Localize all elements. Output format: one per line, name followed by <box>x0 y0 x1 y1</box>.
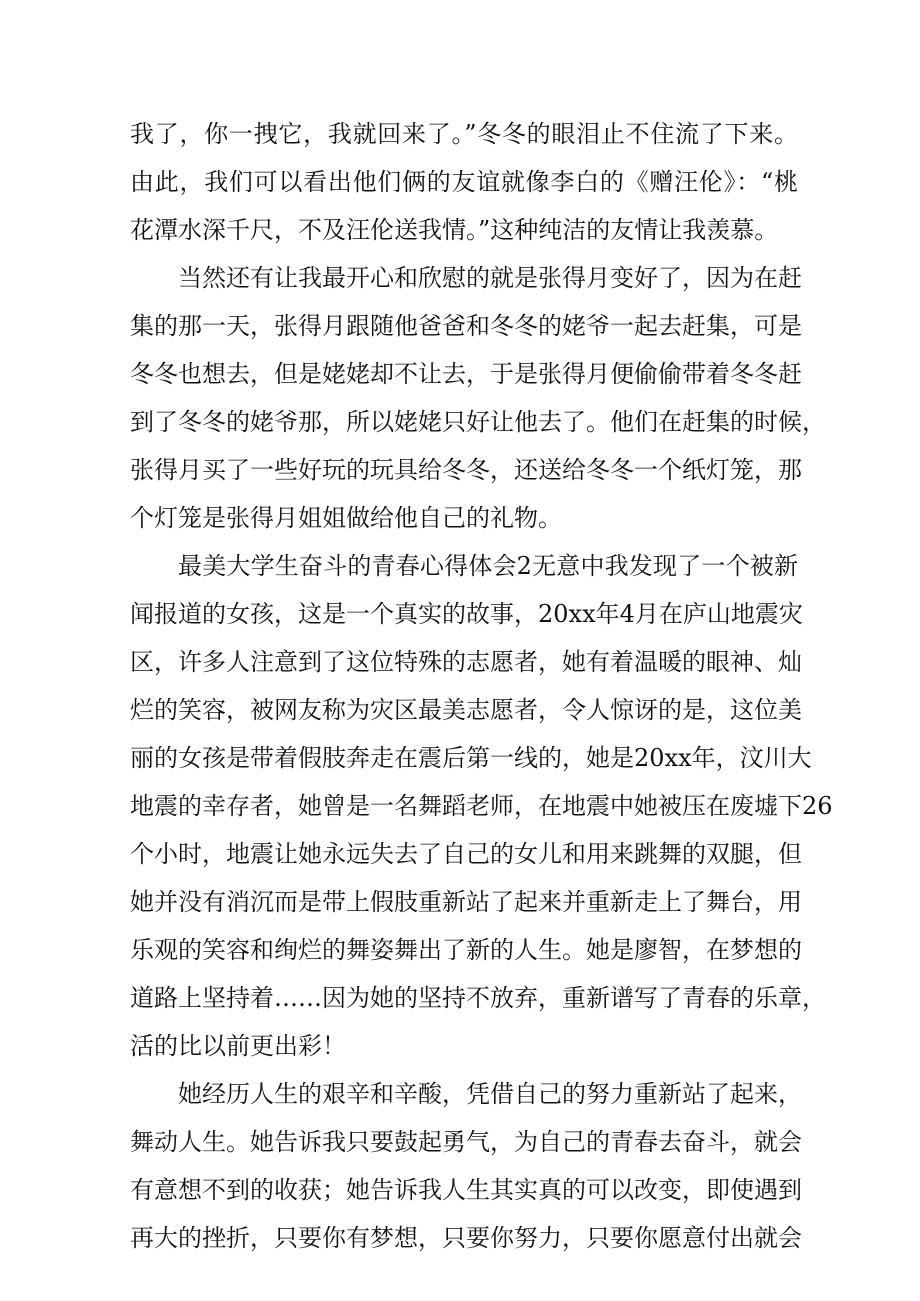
paragraph <box>130 542 833 1070</box>
document-body <box>130 110 833 1262</box>
paragraph <box>130 254 826 542</box>
paragraph <box>130 1070 802 1262</box>
text-line: 地震的幸存者，她曾是一名舞蹈老师，在地震中她被压在废墟下26 <box>130 792 833 820</box>
text-line: 当然还有让我最开心和欣慰的就是张得月变好了，因为在赶 <box>178 264 802 292</box>
text-line: 最美大学生奋斗的青春心得体会2无意中我发现了一个被新 <box>178 552 798 580</box>
text-line: 我了，你一拽它，我就回来了。”冬冬的眼泪止不住流了下来。 <box>130 120 798 148</box>
text-line: 丽的女孩是带着假肢奔走在震后第一线的，她是20xx年，汶川大 <box>130 744 812 772</box>
text-line: 道路上坚持着……因为她的坚持不放弃，重新谱写了青春的乐章， <box>130 984 826 1012</box>
text-line: 个灯笼是张得月姐姐做给他自己的礼物。 <box>130 504 562 532</box>
text-line: 乐观的笑容和绚烂的舞姿舞出了新的人生。她是廖智，在梦想的 <box>130 936 802 964</box>
paragraph <box>130 110 798 254</box>
text-line: 闻报道的女孩，这是一个真实的故事，20xx年4月在庐山地震灾 <box>130 600 803 628</box>
text-line: 冬冬也想去，但是姥姥却不让去，于是张得月便偷偷带着冬冬赶 <box>130 360 802 388</box>
text-line: 她经历人生的艰辛和辛酸，凭借自己的努力重新站了起来， <box>178 1080 802 1108</box>
text-line: 到了冬冬的姥爷那，所以姥姥只好让他去了。他们在赶集的时候， <box>130 408 826 436</box>
text-line: 有意想不到的收获；她告诉我人生其实真的可以改变，即使遇到 <box>130 1176 802 1204</box>
text-line: 花潭水深千尺，不及汪伦送我情。”这种纯洁的友情让我羡慕。 <box>130 216 779 244</box>
text-line: 集的那一天，张得月跟随他爸爸和冬冬的姥爷一起去赶集，可是 <box>130 312 802 340</box>
text-line: 舞动人生。她告诉我只要鼓起勇气，为自己的青春去奋斗，就会 <box>130 1128 802 1156</box>
text-line: 再大的挫折，只要你有梦想，只要你努力，只要你愿意付出就会 <box>130 1224 802 1252</box>
text-line: 她并没有消沉而是带上假肢重新站了起来并重新走上了舞台，用 <box>130 888 802 916</box>
text-line: 烂的笑容，被网友称为灾区最美志愿者，令人惊讶的是，这位美 <box>130 696 802 724</box>
text-line: 区，许多人注意到了这位特殊的志愿者，她有着温暖的眼神、灿 <box>130 648 802 676</box>
text-line: 个小时，地震让她永远失去了自己的女儿和用来跳舞的双腿，但 <box>130 840 802 868</box>
text-line: 活的比以前更出彩！ <box>130 1032 346 1060</box>
text-line: 由此，我们可以看出他们俩的友谊就像李白的《赠汪伦》：“桃 <box>130 168 798 196</box>
text-line: 张得月买了一些好玩的玩具给冬冬，还送给冬冬一个纸灯笼，那 <box>130 456 802 484</box>
